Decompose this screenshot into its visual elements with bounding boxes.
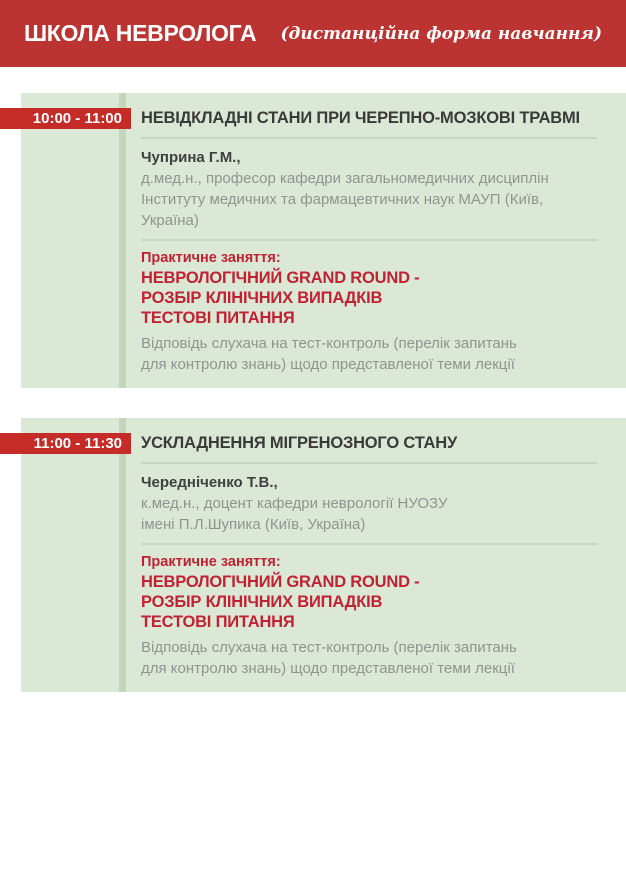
note-line: Відповідь слухача на тест-контроль (перелік запитань	[141, 639, 517, 656]
practical-block	[141, 249, 602, 328]
page-title: ШКОЛА НЕВРОЛОГА	[24, 20, 257, 46]
page-subtitle: (дистанційна форма навчання)	[280, 23, 602, 44]
speaker-affiliation: Інституту медичних та фармацевтичних наук МАУП (Київ, Україна)	[141, 191, 544, 229]
time-badge: 10:00 - 11:00	[0, 108, 131, 129]
session-card-2	[21, 418, 626, 692]
speaker-name: Чуприна Г.М.,	[141, 149, 241, 166]
time-badge: 11:00 - 11:30	[0, 433, 131, 454]
practical-line: НЕВРОЛОГІЧНИЙ GRAND ROUND -	[141, 573, 420, 591]
session-title: НЕВІДКЛАДНІ СТАНИ ПРИ ЧЕРЕПНО-МОЗКОВІ ТРАВМІ	[141, 109, 580, 127]
divider	[141, 137, 597, 139]
practical-line: ТЕСТОВІ ПИТАННЯ	[141, 613, 295, 631]
note-block	[141, 637, 602, 679]
note-block	[141, 333, 602, 375]
speaker-block	[141, 472, 602, 535]
speaker-affiliation: імені П.Л.Шупика (Київ, Україна)	[141, 516, 366, 533]
divider	[141, 462, 597, 464]
vertical-stripe	[119, 93, 126, 388]
practical-line: НЕВРОЛОГІЧНИЙ GRAND ROUND -	[141, 269, 420, 287]
session-title: УСКЛАДНЕННЯ МІГРЕНОЗНОГО СТАНУ	[141, 434, 458, 452]
practical-label: Практичне заняття:	[141, 554, 281, 570]
divider	[141, 543, 597, 545]
session-card-1	[21, 93, 626, 388]
practical-line: РОЗБІР КЛІНІЧНИХ ВИПАДКІВ	[141, 593, 383, 611]
practical-line: РОЗБІР КЛІНІЧНИХ ВИПАДКІВ	[141, 289, 383, 307]
divider	[141, 239, 597, 241]
practical-block	[141, 553, 602, 632]
note-line: Відповідь слухача на тест-контроль (перелік запитань	[141, 335, 517, 352]
speaker-credentials: д.мед.н., професор кафедри загальномедичних дисциплін	[141, 170, 549, 187]
speaker-block	[141, 147, 602, 231]
note-line: для контролю знань) щодо представленої теми лекції	[141, 660, 515, 677]
speaker-name: Чередніченко Т.В.,	[141, 474, 278, 491]
vertical-stripe	[119, 418, 126, 692]
speaker-credentials: к.мед.н., доцент кафедри неврології НУОЗУ	[141, 495, 448, 512]
practical-label: Практичне заняття:	[141, 250, 281, 266]
note-line: для контролю знань) щодо представленої теми лекції	[141, 356, 515, 373]
page-header	[0, 0, 626, 67]
practical-line: ТЕСТОВІ ПИТАННЯ	[141, 309, 295, 327]
